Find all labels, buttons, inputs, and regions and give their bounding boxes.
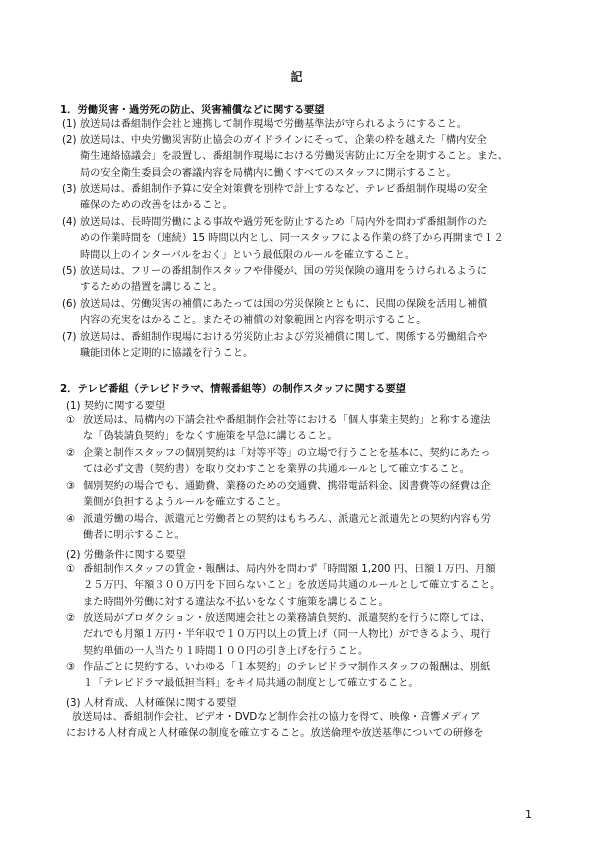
item-number: (5) (62, 266, 77, 277)
item-number: ④ (66, 514, 76, 525)
page-number: 1 (525, 808, 532, 821)
item-number: (4) (62, 217, 77, 228)
item-text: 放送局は、フリーの番組制作スタッフや俳優が、国の労災保険の適用をうけられるように するための措置を講じること。 (80, 266, 488, 294)
item-number: ② (66, 448, 76, 459)
item-number: (3) (62, 184, 77, 195)
item-text: 放送局は番組制作会社と連携して制作現場で労働基準法が守られるようにすること。 (80, 119, 468, 130)
item-number: (1) (62, 119, 77, 130)
item-number: ③ (66, 481, 76, 492)
item-text: 個別契約の場合でも、通勤費、業務のための交通費、携帯電話料金、図書費等の経費は企 業側が負担するようルールを確立すること。 (83, 481, 491, 509)
item-number: (7) (62, 332, 77, 343)
item-number: ② (66, 613, 76, 624)
talent-development-paragraph: 放送局は、番組制作会社、ビデオ・DVDなど制作会社の協力を得て、映像・音響メディア における人材育成と人材確保の制度を確立すること。放送倫理や放送基準についての研修を (66, 712, 484, 740)
item-text: 放送局は、長時間労働による事故や過労死を防止するため「局内外を問わず番組制作のた めの作業時間を（連続）15 時間以内とし、同一スタッフによる作業の終了から再開まで１２ 時間以上のインターバルをおく」という最低限のルールを確立すること。 (80, 217, 504, 261)
item-number: ① (66, 415, 76, 426)
item-text: 放送局は、番組制作現場における労災防止および労災補償に関して、関係する労働組合や 職能団体と定期的に協議を行うこと。 (80, 332, 488, 360)
item-number: ③ (66, 662, 76, 673)
item-text: 企業と制作スタッフの個別契約は「対等平等」の立場で行うことを基本に、契約にあたっ ては必ず文書（契約書）を取り交わすことを業界の共通ルールとして確立すること。 (83, 448, 491, 476)
item-text: 放送局は、労働災害の補償にあたっては国の労災保険とともに、民間の保険を活用し補償 内容の充実をはかること。またその補償の対象範囲と内容を明示すること。 (80, 299, 488, 327)
subsection-working-conditions-heading: (2) 労働条件に関する要望 (66, 550, 186, 561)
item-number: (2) (62, 135, 77, 146)
item-text: 放送局は、番組制作予算に安全対策費を別枠で計上するなど、テレビ番組制作現場の安全 確保のための改善をはかること。 (80, 184, 488, 212)
section-1-heading: 1．労働災害・過労死の防止、災害補償などに関する要望 (60, 104, 325, 116)
item-number: (6) (62, 299, 77, 310)
subsection-contract-heading: (1) 契約に関する要望 (66, 401, 166, 412)
section-2-heading: 2．テレビ番組（テレビドラマ、情報番組等）の制作スタッフに関する要望 (60, 383, 406, 395)
item-text: 放送局がプロダクション・放送関連会社との業務請負契約、派遣契約を行うに際しては、 だれでも月額１万円・半年収で１０万円以上の賃上げ（同一人物比）ができるよう、現行 契約単価の一人当たり１時間１００円の引き上げを行うこと。 (83, 613, 491, 657)
item-text: 放送局は、局構内の下請会社や番組制作会社等における「個人事業主契約」と称する違法 な「偽装請負契約」をなくす施策を早急に講じること。 (83, 415, 491, 443)
subsection-talent-development-heading: (3) 人材育成、人材確保に関する要望 (66, 698, 237, 709)
item-text: 放送局は、中央労働災害防止協会のガイドラインにそって、企業の枠を越えた「構内安全 衛生連絡協議会」を設置し、番組制作現場における労働災害防止に万全を期すること。また、 局の安全衛生委員会の審議内容を局構内に働くすべてのスタッフに開示すること。 (80, 135, 508, 179)
item-number: ① (66, 564, 76, 575)
item-text: 派遣労働の場合、派遣元と労働者との契約はもちろん、派遣元と派遣先との契約内容も労 働者に明示すること。 (83, 514, 492, 542)
item-text: 番組制作スタッフの賃金・報酬は、局内外を問わず「時間額 1,200 円、日額１万円、月額 ２５万円、年額３００万円を下回らないこと」を放送局共通のルールとして確立すること。 また時間外労働に対する違法な不払いをなくす施策を講じること。 (83, 564, 501, 608)
page-title: 記 (290, 70, 305, 84)
item-text: 作品ごとに契約する、いわゆる「１本契約」のテレビドラマ制作スタッフの報酬は、別紙 １「テレビドラマ最低担当料」をキイ局共通の制度として確立すること。 (83, 662, 491, 690)
